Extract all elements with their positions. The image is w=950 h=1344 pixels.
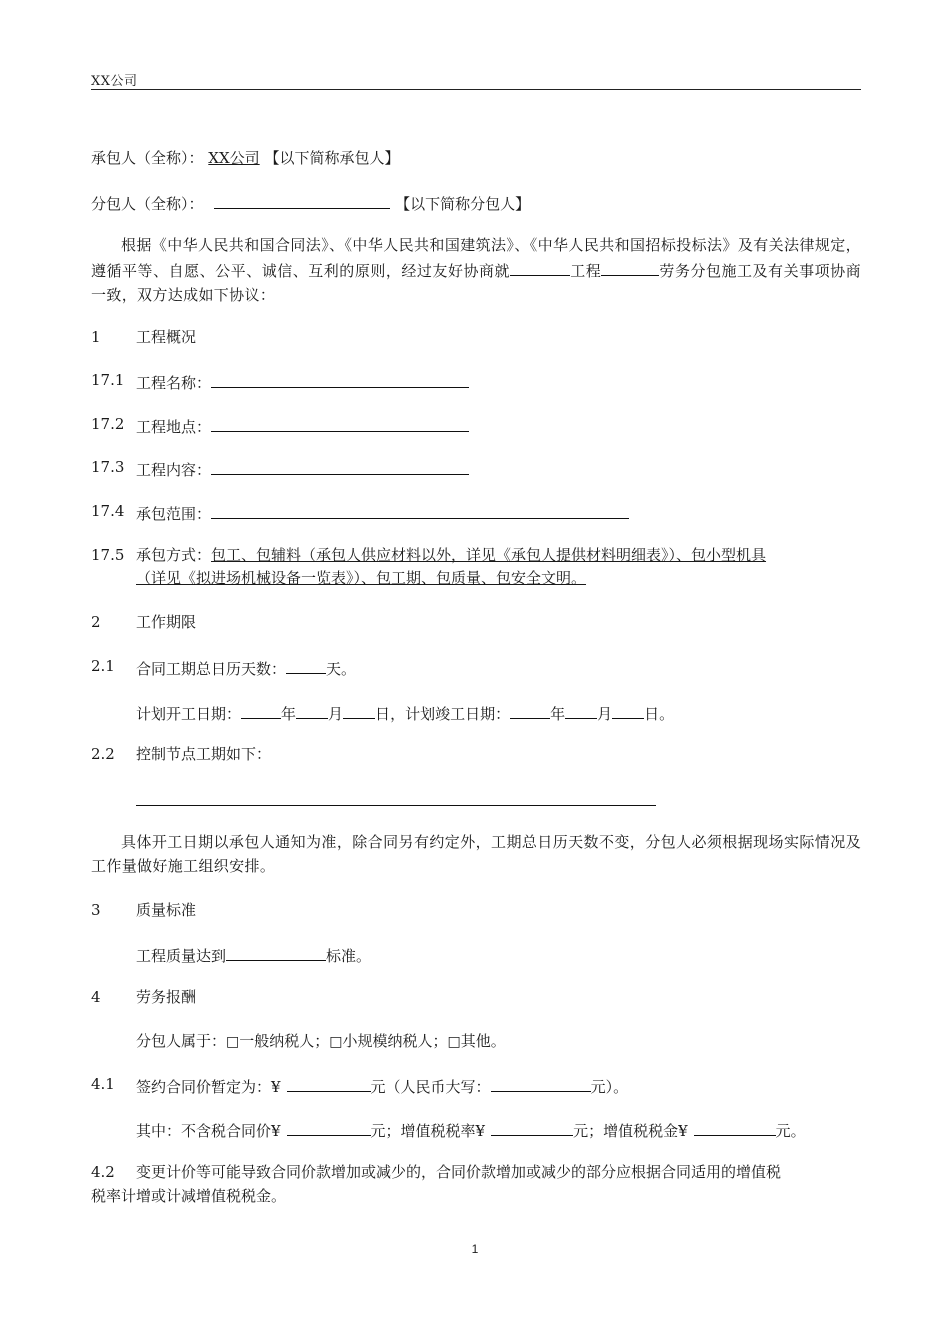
project-name-label: 工程名称：: [136, 374, 212, 392]
contract-scope-label: 承包范围：: [136, 505, 212, 523]
subcontractor-label: 分包人（全称）：: [91, 195, 204, 213]
section-2-number: 2: [91, 613, 101, 631]
contract-scope-line: [136, 500, 629, 525]
contract-mode-line-2: [136, 567, 586, 589]
section-3-number: 3: [91, 901, 101, 919]
section-17-2-number: 17.2: [91, 415, 125, 433]
checkbox-other[interactable]: □: [447, 1034, 461, 1050]
start-month-blank[interactable]: [296, 700, 328, 719]
taxpayer-line: [136, 1030, 506, 1053]
end-year-blank[interactable]: [510, 700, 550, 719]
contract-mode-label: 承包方式：: [136, 546, 212, 564]
project-content-line: [136, 456, 469, 481]
section-2-title: 工作期限: [136, 613, 197, 631]
plan-dates-line: [136, 700, 674, 725]
price-detail-c: 元；增值税税金¥: [573, 1122, 688, 1140]
preamble-part2: 工程: [570, 262, 602, 280]
project-name-line: [136, 369, 469, 394]
contract-mode-text-1: 包工、包辅料（承包人供应材料以外，详见《承包人提供材料明细表》）、包小型机具: [211, 546, 767, 564]
start-year-blank[interactable]: [241, 700, 281, 719]
option-small: 小规模纳税人；: [342, 1032, 448, 1050]
total-days-blank[interactable]: [286, 655, 326, 674]
contractor-name: XX公司: [208, 149, 260, 167]
contract-mode-text-2: （详见《拟进场机械设备一览表》）、包工期、包质量、包安全文明。: [136, 569, 587, 587]
section-4-number: 4: [91, 988, 101, 1006]
subcontractor-line: [91, 190, 530, 215]
quality-blank[interactable]: [226, 942, 326, 961]
project-location-label: 工程地点：: [136, 418, 212, 436]
quality-text-b: 标准。: [326, 947, 372, 965]
section-2-2-number: 2.2: [91, 745, 115, 763]
tax-rate-blank[interactable]: [491, 1117, 573, 1136]
total-days-line: [136, 655, 356, 680]
end-month-unit: 月: [597, 705, 613, 723]
checkbox-small[interactable]: □: [329, 1034, 343, 1050]
taxpayer-label: 分包人属于：: [136, 1032, 227, 1050]
quality-text-a: 工程质量达到: [136, 947, 227, 965]
price-detail-line: [136, 1117, 806, 1142]
contract-price-label: 签约合同价暂定为：¥: [136, 1078, 281, 1096]
project-content-label: 工程内容：: [136, 461, 212, 479]
contract-mode-line: [136, 544, 766, 566]
page-number: 1: [471, 1242, 479, 1256]
section-3-title: 质量标准: [136, 901, 197, 919]
section-17-5-number: 17.5: [91, 546, 125, 564]
contractor-suffix: 【以下简称承包人】: [264, 149, 400, 167]
plan-end-label: ，计划竣工日期：: [390, 705, 511, 723]
project-name-blank[interactable]: [211, 369, 469, 388]
contractor-label: 承包人（全称）：: [91, 149, 204, 167]
preamble-part3: 劳务分包施工及有关事项协商一致，双方达成如下协议：: [91, 262, 862, 304]
schedule-note: 具体开工日期以承包人通知为准，除合同另有约定外，工期总日历天数不变，分包人必须根据现场实际情况及工作量做好施工组织安排。: [91, 833, 861, 875]
contractor-line: [91, 147, 399, 169]
milestone-label: 控制节点工期如下：: [136, 745, 272, 763]
contract-price-yuan: 元（人民币大写：: [370, 1078, 491, 1096]
section-1-title: 工程概况: [136, 328, 197, 346]
section-4-title: 劳务报酬: [136, 988, 197, 1006]
pretax-price-blank[interactable]: [287, 1117, 371, 1136]
subcontractor-suffix: 【以下简称分包人】: [395, 195, 531, 213]
end-day-unit: 日。: [644, 705, 675, 723]
price-detail-d: 元。: [775, 1122, 806, 1140]
variation-line-2: 税率计增或计减增值税税金。: [91, 1187, 287, 1205]
header-company: XX公司: [91, 74, 138, 89]
section-4-1-number: 4.1: [91, 1075, 115, 1093]
quality-line: [136, 942, 371, 967]
preamble: [91, 233, 861, 307]
contract-price-yuan-end: 元）。: [590, 1078, 629, 1096]
page-header: [91, 68, 861, 90]
end-year-unit: 年: [550, 705, 566, 723]
start-day-blank[interactable]: [343, 700, 375, 719]
project-location-line: [136, 413, 469, 438]
section-1-number: 1: [91, 328, 101, 346]
project-location-blank[interactable]: [211, 413, 469, 432]
price-detail-a: 其中：不含税合同价¥: [136, 1122, 281, 1140]
checkbox-general[interactable]: □: [226, 1034, 240, 1050]
end-day-blank[interactable]: [612, 700, 644, 719]
project-blank-2[interactable]: [601, 257, 659, 276]
contract-price-words-blank[interactable]: [491, 1073, 591, 1092]
section-17-1-number: 17.1: [91, 371, 125, 389]
option-other: 其他。: [460, 1032, 506, 1050]
section-17-4-number: 17.4: [91, 502, 125, 520]
option-general: 一般纳税人；: [239, 1032, 330, 1050]
subcontractor-name-blank[interactable]: [214, 190, 390, 209]
total-days-label: 合同工期总日历天数：: [136, 660, 287, 678]
contract-scope-blank[interactable]: [211, 500, 629, 519]
days-unit: 天。: [326, 660, 357, 678]
milestone-blank[interactable]: [136, 805, 656, 806]
price-detail-b: 元；增值税税率¥: [370, 1122, 486, 1140]
section-4-2-number: 4.2: [91, 1163, 115, 1181]
section-2-1-number: 2.1: [91, 657, 115, 675]
preamble-part1: 根据《中华人民共和国合同法》、《中华人民共和国建筑法》、《中华人民共和国招标投标法》及有关法律规定，遵循平等、自愿、公平、诚信、互利的原则，经过友好协商就: [91, 236, 861, 280]
start-month-unit: 月: [328, 705, 344, 723]
tax-amount-blank[interactable]: [694, 1117, 776, 1136]
project-blank[interactable]: [510, 257, 570, 276]
contract-price-blank[interactable]: [287, 1073, 371, 1092]
contract-price-line: [136, 1073, 628, 1098]
start-day-unit: 日: [375, 705, 391, 723]
start-year-unit: 年: [281, 705, 297, 723]
section-17-3-number: 17.3: [91, 458, 125, 476]
plan-start-label: 计划开工日期：: [136, 705, 242, 723]
variation-line-1: 变更计价等可能导致合同价款增加或减少的，合同价款增加或减少的部分应根据合同适用的增值税: [136, 1163, 782, 1181]
project-content-blank[interactable]: [211, 456, 469, 475]
end-month-blank[interactable]: [565, 700, 597, 719]
